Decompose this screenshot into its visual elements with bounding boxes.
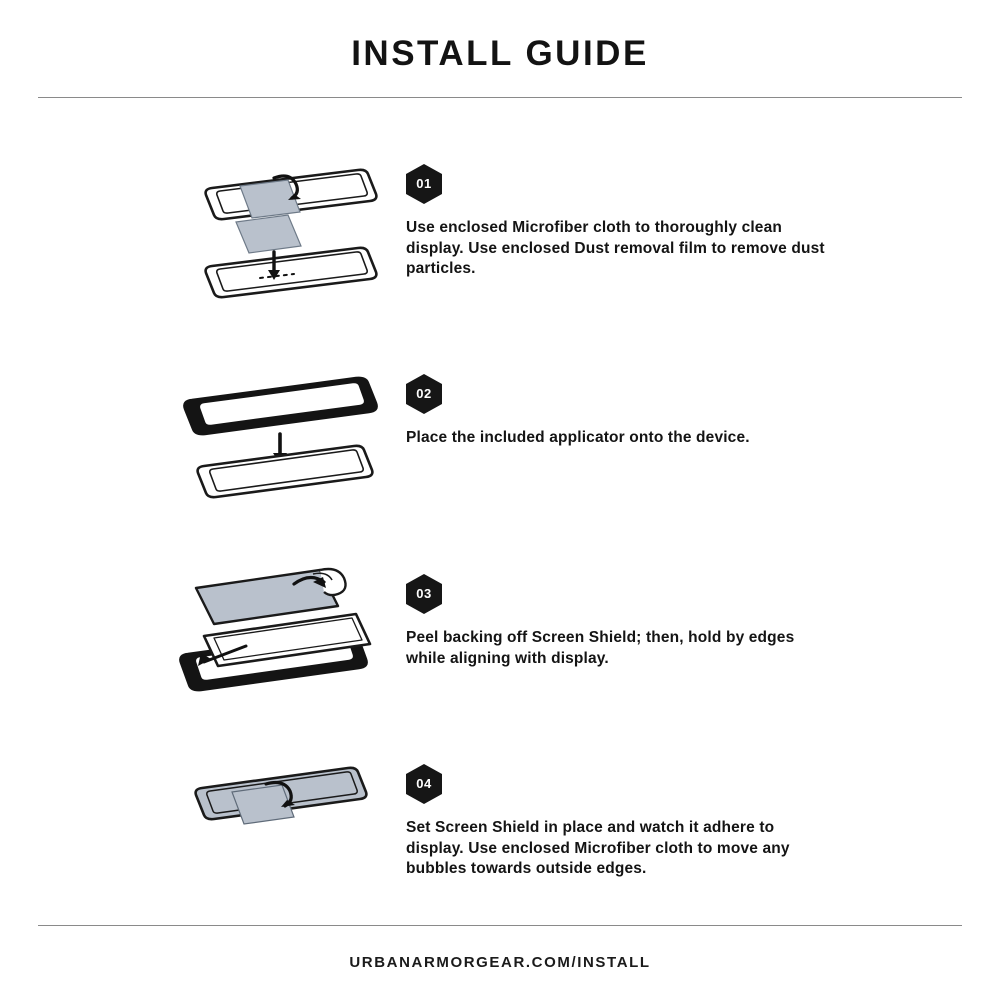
footer-divider: [38, 925, 962, 926]
header-divider: [38, 97, 962, 98]
step-04-text-column: [406, 764, 836, 880]
step-01-description: Use enclosed Microfiber cloth to thoroughly clean display. Use enclosed Dust removal film to remove dust particles.: [406, 219, 825, 278]
peel-backing-illustration: [170, 548, 390, 708]
footer-url: URBANARMORGEAR.COM/INSTALL: [349, 954, 651, 971]
step-03-number: 03: [416, 586, 432, 601]
step-03-badge: [406, 574, 442, 614]
step-01-number: 01: [416, 176, 432, 191]
step-02-number: 02: [416, 386, 432, 401]
step-04-description: Set Screen Shield in place and watch it adhere to display. Use enclosed Microfiber cloth to move any bubbles towards outside edges.: [406, 819, 790, 878]
step-02-badge: [406, 374, 442, 414]
step-02-description: Place the included applicator onto the device.: [406, 429, 750, 446]
step-04-badge: [406, 764, 442, 804]
applicator-placement-illustration: [170, 370, 390, 500]
set-shield-illustration: [170, 760, 390, 850]
step-01-text-column: [406, 164, 836, 280]
page-title: INSTALL GUIDE: [351, 34, 649, 73]
step-03-text-column: [406, 574, 836, 669]
clean-display-illustration: [170, 160, 390, 305]
step-04-number: 04: [416, 776, 432, 791]
step-02-text-column: [406, 374, 836, 449]
step-03-description: Peel backing off Screen Shield; then, hold by edges while aligning with display.: [406, 629, 795, 667]
step-01-badge: [406, 164, 442, 204]
